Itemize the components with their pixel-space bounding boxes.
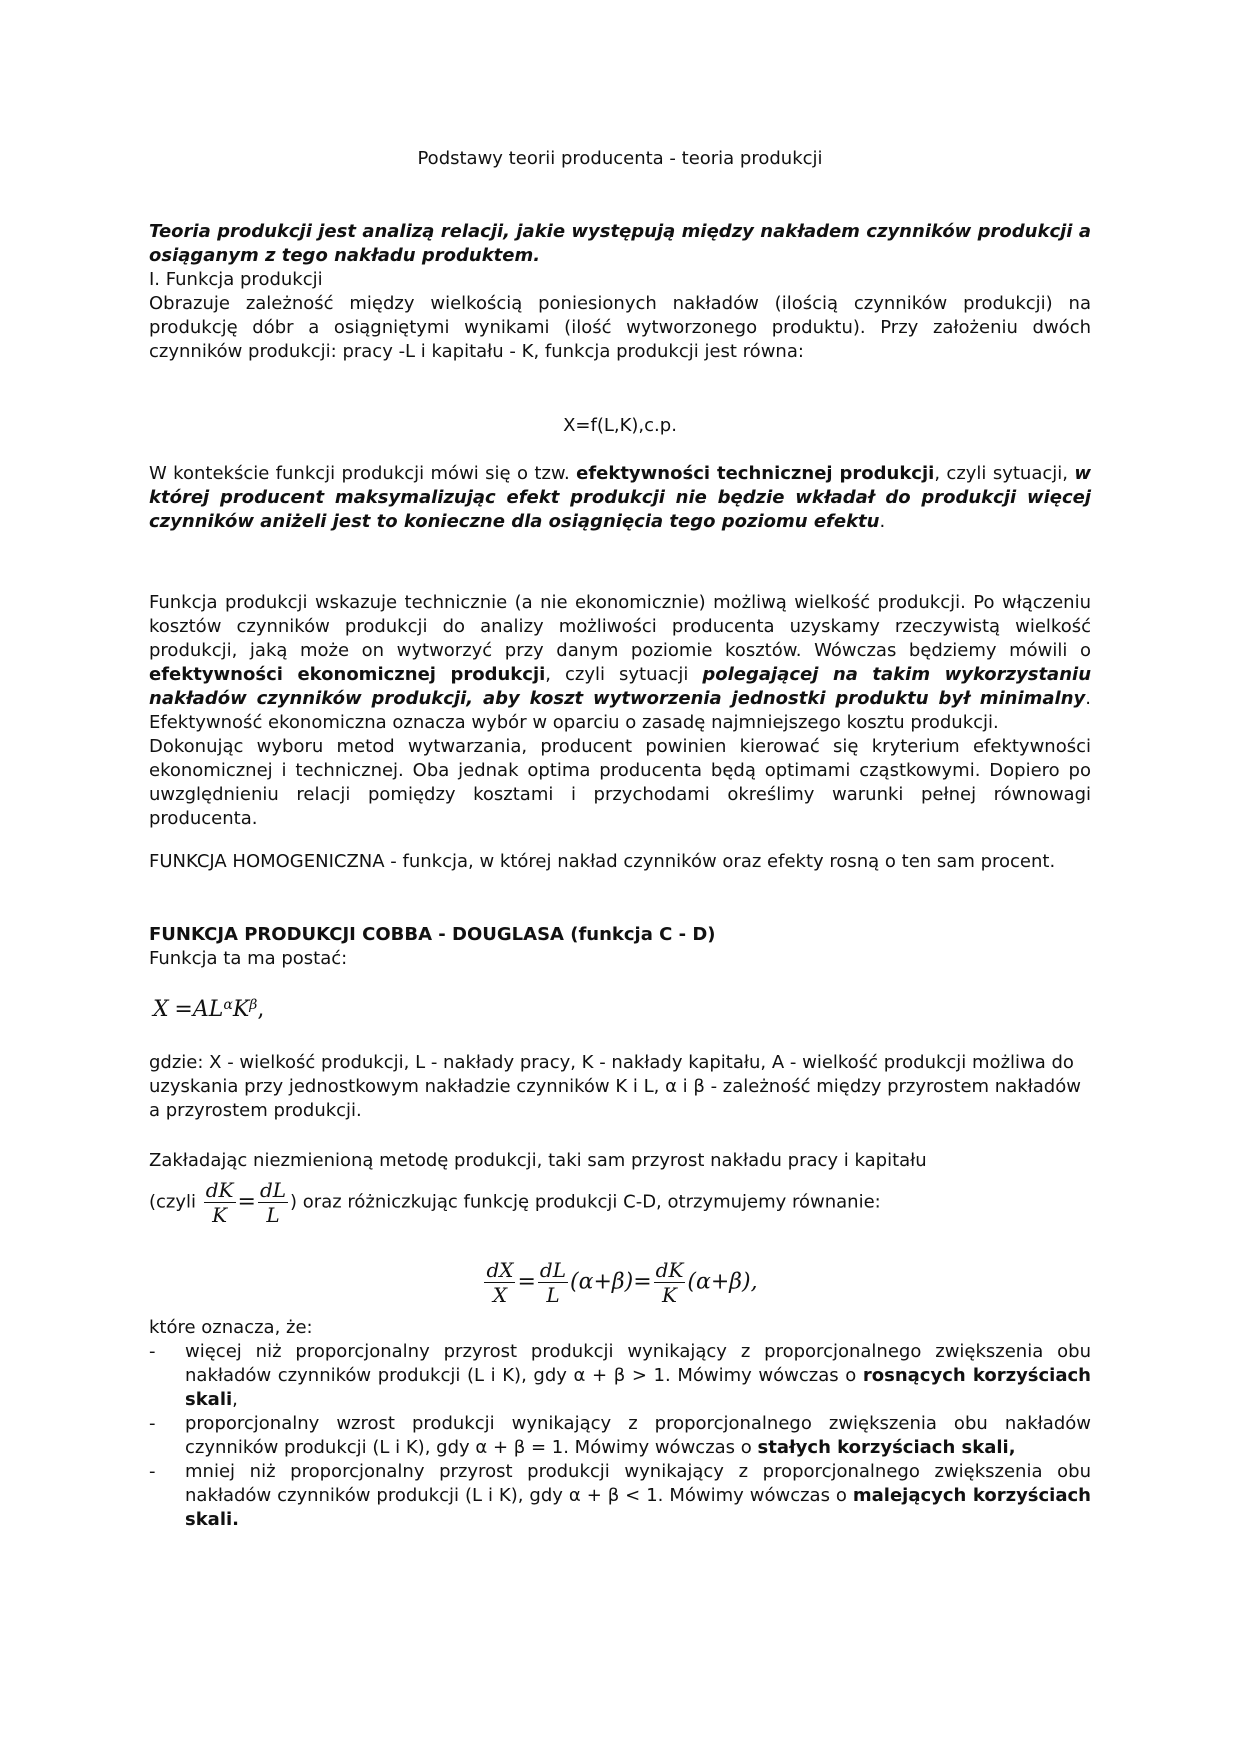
economic-efficiency-paragraph: Funkcja produkcji wskazuje technicznie (a nie ekonomicznie) możliwą wielkość produkcji. Po włączeniu kosztów czynników produkcji do analizy możliwości producenta uzyskamy rzeczywistą wielkość produkcji, jaką może on wytworzyć przy danym poziomie kosztów. Wówczas będziemy mówili o efektywności ekonomicznej produkcji, czyli sytuacji polegającej na takim wykorzystaniu nakładów czynników produkcji, aby koszt wytworzenia jednostki produktu był minimalny. Efektywność ekonomiczna oznacza wybór w oparciu o zasadę najmniejszego kosztu produkcji. Dokonując wyboru metod wytwarzania, producent powinien kierować się kryterium efektywności ekonomicznej i technicznej. Oba jednak optima producenta będą optimami cząstkowymi. Dopiero po uwzględnieniu relacji pomiędzy kosztami i przychodami określimy warunki pełnej równowagi producenta. [149,592,1092,829]
cobb-douglas-formula: $X =AL^\alpha K^\beta$, [153,997,265,1022]
returns-to-scale-section [149,1316,1091,1532]
production-function-formula: X=f(L,K),c.p. [563,415,677,436]
fraction-dK-K: $\frac{dK}{K}$ [205,1178,234,1227]
form-intro: Funkcja ta ma postać: [149,948,348,969]
intro-section [149,220,1091,364]
list-item: - proporcjonalny wzrost produkcji wynikający z proporcjonalnego zwiększenia obu nakładów czynników produkcji (L i K), gdy α + β = 1. Mówimy wówczas o stałych korzyściach skali, [149,1413,1091,1458]
assumption-line: Zakładając niezmienioną metodę produkcji, taki sam przyrost nakładu pracy i kapitału [149,1150,927,1171]
cobb-douglas-section [149,923,1091,971]
intro-definition: Teoria produkcji jest analizą relacji, jakie występują między nakładem czynników produkcji a osiąganym z tego nakładu produktem. [149,221,1091,266]
list-item: - więcej niż proporcjonalny przyrost produkcji wynikający z proporcjonalnego zwiększenia obu nakładów czynników produkcji (L i K), gdy α + β > 1. Mówimy wówczas o rosnących korzyściach skali, [149,1341,1091,1410]
fraction-dL-L: $\frac{dL}{L}$ [259,1178,287,1227]
homogeneous-function-paragraph: FUNKCJA HOMOGENICZNA - funkcja, w której nakład czynników oraz efekty rosną o ten sam procent. [149,851,1056,872]
means-line: które oznacza, że: [149,1317,313,1338]
choice-paragraph: Dokonując wyboru metod wytwarzania, producent powinien kierować się kryterium efektywności ekonomicznej i technicznej. Oba jednak optima producenta będą optimami cząstkowymi. Dopiero po uwzględnieniu relacji pomiędzy kosztami i przychodami określimy warunki pełnej równowagi producenta. [149,736,1091,829]
cobb-douglas-heading: FUNKCJA PRODUKCJI COBBA - DOUGLASA (funkcja C - D) [149,924,716,945]
section-heading: I. Funkcja produkcji [149,269,323,290]
differential-equation: $\frac{dX}{X}$ = $\frac{dL}{L}$ (α+β)= $\frac{dK}{K}$ (α+β), [486,1258,758,1307]
list-item: - mniej niż proporcjonalny przyrost produkcji wynikający z proporcjonalnego zwiększenia obu nakładów czynników produkcji (L i K), gdy α + β < 1. Mówimy wówczas o malejących korzyściach skali. [149,1461,1091,1530]
assumption-condition: (czyli $\frac{dK}{K}$ = $\frac{dL}{L}$ ) oraz różniczkując funkcję produkcji C-D, otrzymujemy równanie: [149,1178,881,1227]
where-paragraph: gdzie: X - wielkość produkcji, L - nakłady pracy, K - nakłady kapitału, A - wielkość produkcji możliwa do uzyskania przy jednostkowym nakładzie czynników K i L, α i β - zależność między przyrostem nakładów a przyrostem produkcji. [149,1052,1081,1121]
technical-efficiency-paragraph: W kontekście funkcji produkcji mówi się o tzw. efektywności technicznej produkcji, czyli sytuacji, w której producent maksymalizując efekt produkcji nie będzie wkładał do produkcji więcej czynników aniżeli jest to konieczne dla osiągnięcia tego poziomu efektu. [149,463,1091,532]
document-title: Podstawy teorii producenta - teoria produkcji [417,148,823,169]
returns-list [149,1340,1091,1532]
intro-paragraph: Obrazuje zależność między wielkością poniesionych nakładów (ilością czynników produkcji) na produkcję dóbr a osiągniętymi wynikami (ilość wytworzonego produktu). Przy założeniu dwóch czynników produkcji: pracy -L i kapitału - K, funkcja produkcji jest równa: [149,293,1091,362]
